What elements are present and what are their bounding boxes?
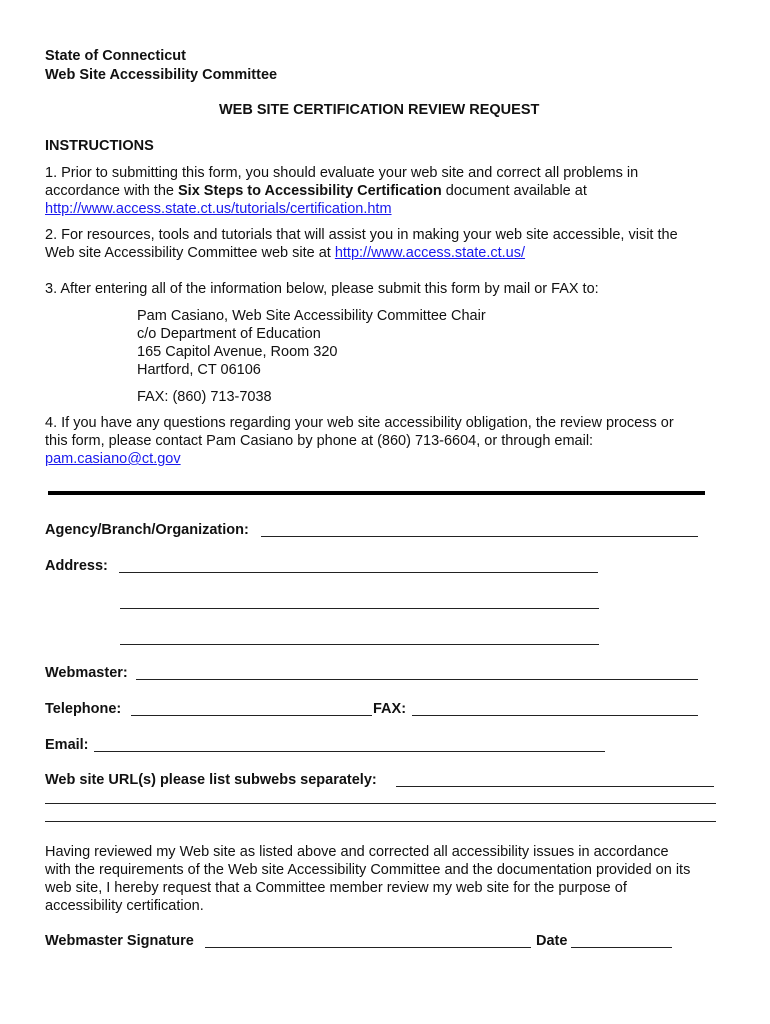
email-label: Email: bbox=[45, 737, 89, 753]
instruction-1-line-1: 1. Prior to submitting this form, you should evaluate your web site and correct all problems in bbox=[45, 165, 639, 181]
section-divider bbox=[48, 491, 705, 495]
address-line-3: 165 Capitol Avenue, Room 320 bbox=[137, 344, 338, 360]
url-label: Web site URL(s) please list subwebs separately: bbox=[45, 772, 377, 788]
address-line-4: Hartford, CT 06106 bbox=[137, 362, 261, 378]
url-field-2[interactable] bbox=[45, 803, 716, 804]
telephone-label: Telephone: bbox=[45, 701, 122, 717]
address-field-1[interactable] bbox=[119, 559, 598, 573]
agency-field-row bbox=[45, 521, 249, 539]
date-label: Date bbox=[536, 933, 568, 949]
certification-line-3: web site, I hereby request that a Committee member review my web site for the purpose of bbox=[45, 880, 627, 896]
certification-line-4: accessibility certification. bbox=[45, 898, 204, 914]
instruction-4-line-3 bbox=[45, 450, 181, 468]
url-field-3[interactable] bbox=[45, 821, 716, 822]
instruction-2-text: Web site Accessibility Committee web site at bbox=[45, 245, 335, 261]
address-line-2: c/o Department of Education bbox=[137, 326, 321, 342]
instruction-3: 3. After entering all of the information below, please submit this form by mail or FAX to: bbox=[45, 281, 599, 297]
address-field-2[interactable] bbox=[120, 595, 599, 609]
address-line-1: Pam Casiano, Web Site Accessibility Committee Chair bbox=[137, 308, 486, 324]
email-field[interactable] bbox=[94, 738, 605, 752]
date-field[interactable] bbox=[571, 934, 672, 948]
url-field-1[interactable] bbox=[396, 773, 714, 787]
access-site-link[interactable]: http://www.access.state.ct.us/ bbox=[334, 245, 526, 261]
committee-name: Web Site Accessibility Committee bbox=[45, 67, 278, 83]
form-page bbox=[45, 0, 725, 1024]
instruction-2-line-1: 2. For resources, tools and tutorials that will assist you in making your web site accessible, visit the bbox=[45, 227, 678, 243]
fax-label: FAX: bbox=[373, 701, 407, 717]
instructions-heading: INSTRUCTIONS bbox=[45, 138, 154, 154]
instruction-4-line-1: 4. If you have any questions regarding your web site accessibility obligation, the review process or bbox=[45, 415, 674, 431]
address-field-3[interactable] bbox=[120, 631, 599, 645]
page-title: WEB SITE CERTIFICATION REVIEW REQUEST bbox=[219, 102, 540, 118]
webmaster-field[interactable] bbox=[136, 666, 698, 680]
instruction-4-line-2: this form, please contact Pam Casiano by phone at (860) 713-6604, or through email: bbox=[45, 433, 594, 449]
certification-line-2: with the requirements of the Web site Accessibility Committee and the documentation provided on its bbox=[45, 862, 691, 878]
signature-label: Webmaster Signature bbox=[45, 933, 194, 949]
six-steps-title: Six Steps to Accessibility Certification bbox=[178, 183, 442, 199]
state-name: State of Connecticut bbox=[45, 48, 186, 64]
certification-line-1: Having reviewed my Web site as listed above and corrected all accessibility issues in accordance bbox=[45, 844, 669, 860]
instruction-1-line-3 bbox=[45, 200, 392, 218]
agency-field[interactable] bbox=[261, 523, 698, 537]
signature-field[interactable] bbox=[205, 934, 531, 948]
webmaster-label: Webmaster: bbox=[45, 665, 128, 681]
instruction-1-line-2 bbox=[45, 182, 587, 200]
fax-number: FAX: (860) 713-7038 bbox=[137, 389, 272, 405]
address-label: Address: bbox=[45, 558, 108, 574]
agency-label: Agency/Branch/Organization: bbox=[45, 522, 249, 538]
instruction-1-text: accordance with the bbox=[45, 183, 178, 199]
telephone-field[interactable] bbox=[131, 702, 372, 716]
instruction-2-line-2 bbox=[45, 244, 525, 262]
certification-link[interactable]: http://www.access.state.ct.us/tutorials/certification.htm bbox=[45, 201, 392, 217]
fax-field[interactable] bbox=[412, 702, 698, 716]
email-link[interactable]: pam.casiano@ct.gov bbox=[45, 451, 181, 467]
instruction-1-text-end: document available at bbox=[441, 183, 587, 199]
